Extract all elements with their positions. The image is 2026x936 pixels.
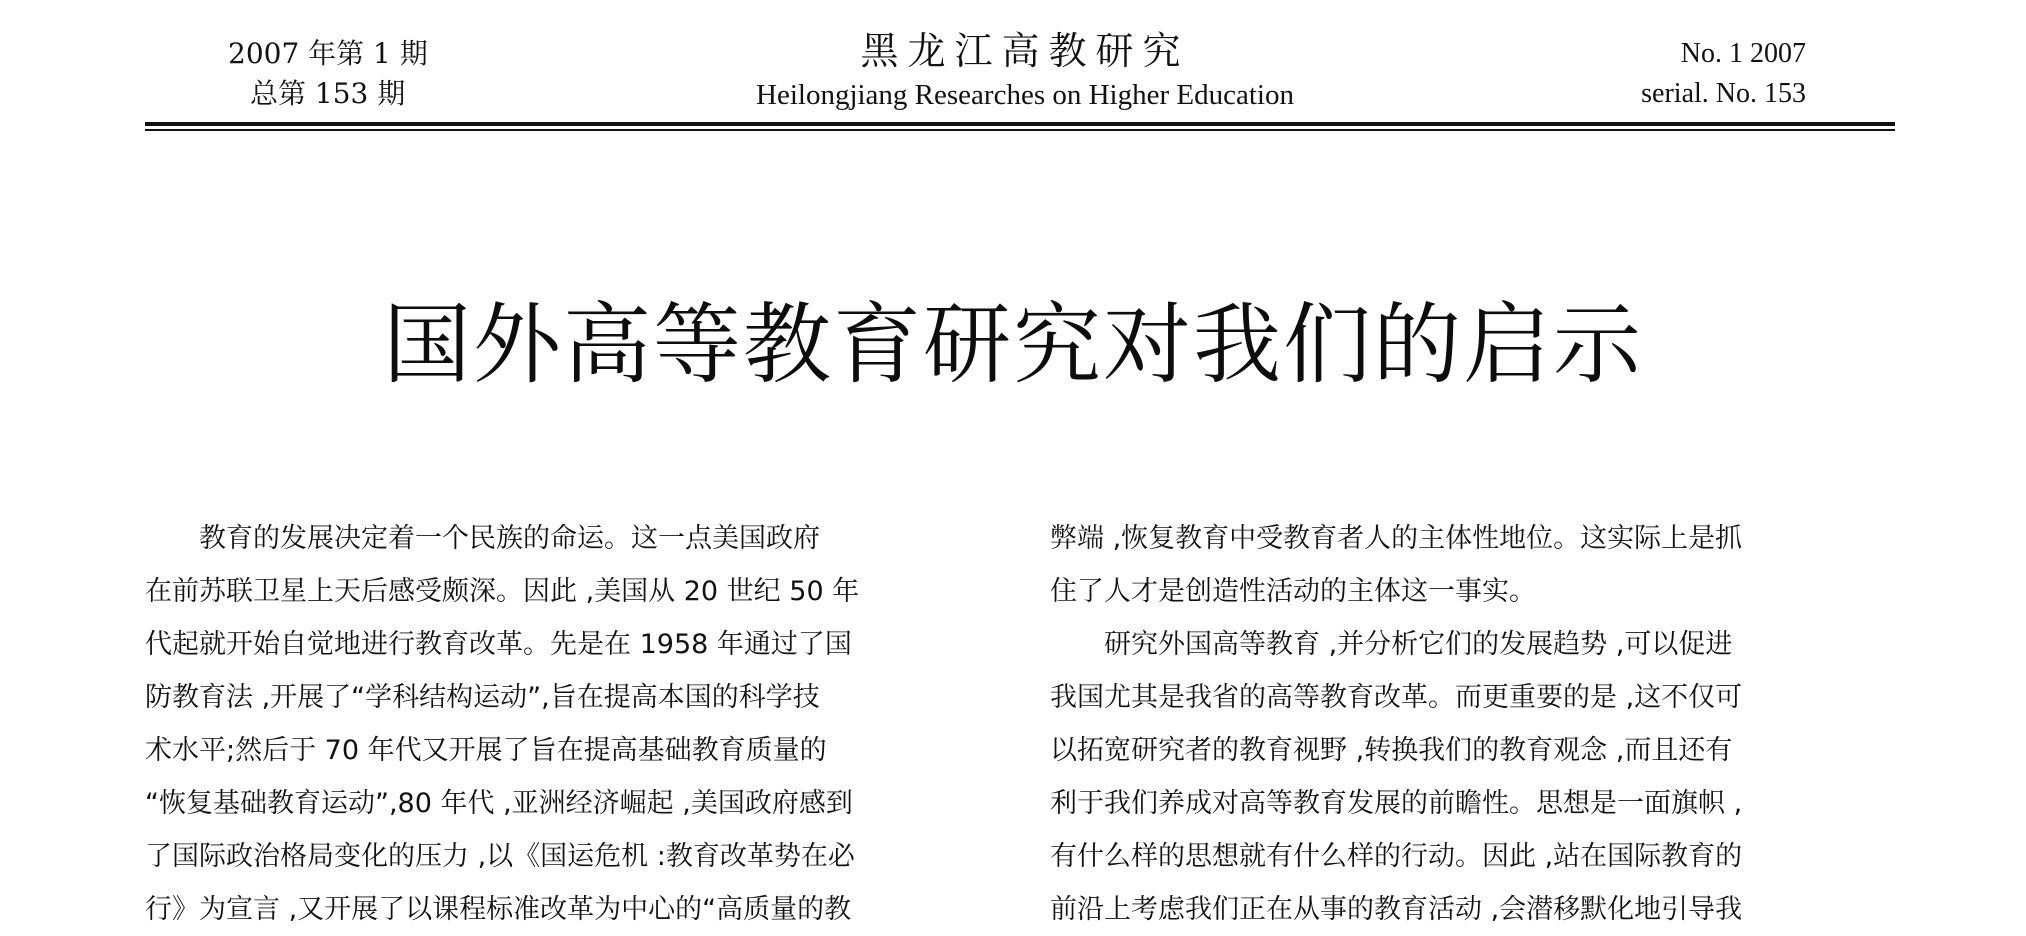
body-line: 研究外国高等教育 ,并分析它们的发展趋势 ,可以促进 xyxy=(1050,629,1733,660)
issue-number-en: No. 1 2007 xyxy=(1680,38,1806,69)
body-line: 弊端 ,恢复教育中受教育者人的主体性地位。这实际上是抓 xyxy=(1050,523,1743,554)
issue-info-en xyxy=(1641,34,1806,114)
serial-number-cn: 总第 153 期 xyxy=(250,77,406,110)
body-line: 住了人才是创造性活动的主体这一事实。 xyxy=(1050,576,1536,607)
body-column-left xyxy=(145,512,988,936)
body-line: 术水平;然后于 70 年代又开展了旨在提高基础教育质量的 xyxy=(145,735,827,766)
body-line: 教育的发展决定着一个民族的命运。这一点美国政府 xyxy=(145,523,820,554)
body-line: 行》为宣言 ,又开展了以课程标准改革为中心的“高质量的教 xyxy=(145,894,852,925)
issue-info-cn xyxy=(228,34,428,114)
body-line: 前沿上考虑我们正在从事的教育活动 ,会潜移默化地引导我 xyxy=(1050,894,1743,925)
body-line: 我国尤其是我省的高等教育改革。而更重要的是 ,这不仅可 xyxy=(1050,682,1743,713)
body-column-right xyxy=(1050,512,1893,936)
journal-name-en: Heilongjiang Researches on Higher Education xyxy=(756,79,1294,111)
body-line: “恢复基础教育运动”,80 年代 ,亚洲经济崛起 ,美国政府感到 xyxy=(145,788,853,819)
body-line: 防教育法 ,开展了“学科结构运动”,旨在提高本国的科学技 xyxy=(145,682,820,713)
body-line: 有什么样的思想就有什么样的行动。因此 ,站在国际教育的 xyxy=(1050,841,1743,872)
header-rule-thick xyxy=(145,122,1895,126)
journal-name-cn: 黑龙江高教研究 xyxy=(860,29,1190,73)
body-line: 在前苏联卫星上天后感受颇深。因此 ,美国从 20 世纪 50 年 xyxy=(145,576,860,607)
serial-number-en: serial. No. 153 xyxy=(1641,78,1806,109)
body-line: 代起就开始自觉地进行教育改革。先是在 1958 年通过了国 xyxy=(145,629,852,660)
header-rule-thin xyxy=(145,129,1895,131)
body-line: 利于我们养成对高等教育发展的前瞻性。思想是一面旗帜 , xyxy=(1050,788,1743,819)
journal-masthead xyxy=(745,26,1305,114)
issue-number-cn: 2007 年第 1 期 xyxy=(228,37,428,70)
body-line: 了国际政治格局变化的压力 ,以《国运危机 :教育改革势在必 xyxy=(145,841,855,872)
body-line: 以拓宽研究者的教育视野 ,转换我们的教育观念 ,而且还有 xyxy=(1050,735,1733,766)
article-title: 国外高等教育研究对我们的启示 xyxy=(382,293,1643,396)
